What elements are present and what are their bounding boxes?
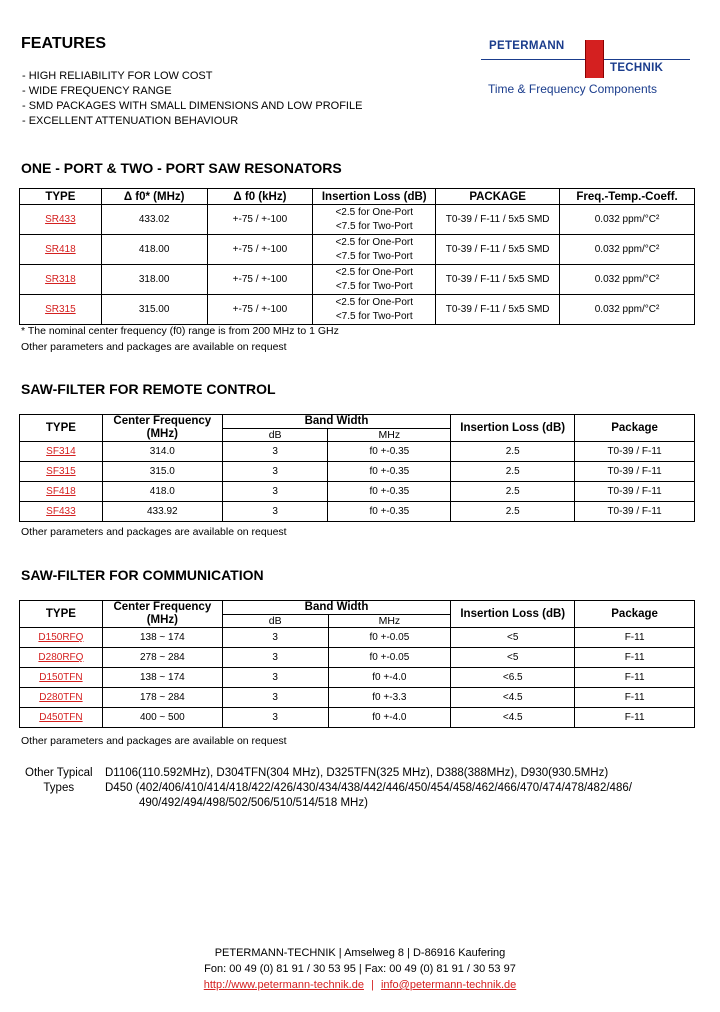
cell: 3	[222, 442, 328, 462]
resonators-footnote: * The nominal center frequency (f0) range is from 200 MHz to 1 GHz	[21, 325, 339, 337]
col-header: Package	[575, 601, 695, 628]
col-header: Center Frequency (MHz)	[102, 601, 222, 628]
cell: <5	[451, 648, 575, 668]
logo-tagline: Time & Frequency Components	[488, 82, 657, 96]
cell: T0-39 / F-11	[575, 442, 695, 462]
resonators-note: Other parameters and packages are available on request	[21, 341, 287, 353]
cell: <6.5	[451, 668, 575, 688]
remote-note: Other parameters and packages are available on request	[21, 526, 287, 538]
features-list	[22, 69, 362, 129]
feature-item: - EXCELLENT ATTENUATION BEHAVIOUR	[22, 115, 239, 127]
col-header: Insertion Loss (dB)	[451, 415, 575, 442]
product-link-d150tfn[interactable]: D150TFN	[39, 672, 83, 683]
other-types-label: Other Typical Types	[25, 767, 93, 794]
product-link-sr433[interactable]: SR433	[45, 214, 76, 225]
table-row	[20, 442, 695, 462]
cell: 278 ~ 284	[102, 648, 222, 668]
table-row	[20, 235, 695, 265]
col-header: Insertion Loss (dB)	[451, 601, 575, 628]
col-header: dB	[222, 614, 328, 628]
other-types-line: D1106(110.592MHz), D304TFN(304 MHz), D325TFN(325 MHz), D388(388MHz), D930(930.5MHz)	[105, 767, 609, 779]
cell: <2.5 for One-Port <7.5 for Two-Port	[313, 235, 436, 265]
cell: 178 ~ 284	[102, 688, 222, 708]
cell: F-11	[575, 628, 695, 648]
col-header: Freq.-Temp.-Coeff.	[560, 189, 695, 205]
table-row	[20, 205, 695, 235]
col-header: Δ f0 (kHz)	[207, 189, 313, 205]
cell: 0.032 ppm/°C²	[560, 265, 695, 295]
cell: f0 +-0.35	[328, 482, 451, 502]
cell: 0.032 ppm/°C²	[560, 205, 695, 235]
table-header-row	[20, 189, 695, 205]
cell: 3	[222, 628, 328, 648]
footer-address: PETERMANN-TECHNIK | Amselweg 8 | D-86916 Kaufering	[214, 947, 506, 959]
cell: 318.00	[101, 265, 207, 295]
table-header-row	[20, 415, 695, 429]
cell: 2.5	[451, 462, 575, 482]
product-link-d150rfq[interactable]: D150RFQ	[38, 632, 84, 643]
comm-note: Other parameters and packages are available on request	[21, 735, 287, 747]
cell: <4.5	[451, 708, 575, 728]
col-header: Band Width	[222, 601, 450, 615]
col-header: TYPE	[20, 189, 102, 205]
cell: 138 ~ 174	[102, 628, 222, 648]
product-link-sr318[interactable]: SR318	[45, 274, 76, 285]
other-types-line: 490/492/494/498/502/506/510/514/518 MHz)	[139, 797, 368, 809]
cell: T0-39 / F-11	[575, 482, 695, 502]
cell: F-11	[575, 648, 695, 668]
cell: 3	[222, 502, 328, 522]
product-link-d450tfn[interactable]: D450TFN	[39, 712, 83, 723]
product-link-d280rfq[interactable]: D280RFQ	[38, 652, 84, 663]
other-types-line: D450 (402/406/410/414/418/422/426/430/434/438/442/446/450/454/458/462/466/470/474/478/482/486/	[105, 782, 632, 794]
cell: f0 +-0.35	[328, 442, 451, 462]
cell: 0.032 ppm/°C²	[560, 235, 695, 265]
cell: 315.0	[102, 462, 222, 482]
table-row	[20, 265, 695, 295]
website-link[interactable]: http://www.petermann-technik.de	[203, 979, 364, 991]
col-header: Center Frequency (MHz)	[102, 415, 222, 442]
product-link-sr315[interactable]: SR315	[45, 304, 76, 315]
logo-text-technik: TECHNIK	[610, 62, 664, 74]
cell: F-11	[575, 668, 695, 688]
cell: F-11	[575, 708, 695, 728]
table-row	[20, 668, 695, 688]
table-row	[20, 502, 695, 522]
cell: f0 +-0.35	[328, 462, 451, 482]
cell: <2.5 for One-Port <7.5 for Two-Port	[313, 295, 436, 325]
cell: 433.92	[102, 502, 222, 522]
col-header: MHz	[328, 614, 451, 628]
cell: 3	[222, 462, 328, 482]
features-title: FEATURES	[21, 35, 107, 52]
cell: 3	[222, 482, 328, 502]
cell: 2.5	[451, 502, 575, 522]
col-header: Package	[575, 415, 695, 442]
cell: f0 +-0.35	[328, 502, 451, 522]
col-header: TYPE	[20, 415, 103, 442]
cell: 314.0	[102, 442, 222, 462]
cell: 315.00	[101, 295, 207, 325]
col-header: dB	[222, 428, 328, 442]
product-link-sf315[interactable]: SF315	[46, 466, 76, 477]
cell: 3	[222, 648, 328, 668]
footer-phone-fax: Fon: 00 49 (0) 81 91 / 30 53 95 | Fax: 00 49 (0) 81 91 / 30 53 97	[204, 963, 516, 975]
resonators-title: ONE - PORT & TWO - PORT SAW RESONATORS	[21, 160, 342, 176]
comm-table	[19, 600, 695, 728]
col-header: Insertion Loss (dB)	[313, 189, 436, 205]
col-header: Δ f0* (MHz)	[101, 189, 207, 205]
cell: 3	[222, 668, 328, 688]
table-row	[20, 688, 695, 708]
cell: F-11	[575, 688, 695, 708]
cell: f0 +-0.05	[328, 648, 451, 668]
other-types-list	[105, 766, 705, 811]
table-header-row	[20, 601, 695, 615]
cell: T0-39 / F-11 / 5x5 SMD	[436, 265, 560, 295]
cell: 3	[222, 688, 328, 708]
cell: +-75 / +-100	[207, 205, 313, 235]
cell: f0 +-4.0	[328, 708, 451, 728]
feature-item: - WIDE FREQUENCY RANGE	[22, 85, 172, 97]
company-logo	[481, 38, 690, 96]
cell: <4.5	[451, 688, 575, 708]
table-row	[20, 708, 695, 728]
table-row	[20, 462, 695, 482]
logo-red-bar	[585, 40, 604, 78]
cell: 138 ~ 174	[102, 668, 222, 688]
cell: T0-39 / F-11	[575, 462, 695, 482]
col-header: Band Width	[222, 415, 450, 429]
cell: f0 +-0.05	[328, 628, 451, 648]
cell: +-75 / +-100	[207, 295, 313, 325]
email-link[interactable]: info@petermann-technik.de	[380, 979, 517, 991]
cell: 433.02	[101, 205, 207, 235]
col-header: MHz	[328, 428, 451, 442]
cell: <2.5 for One-Port <7.5 for Two-Port	[313, 205, 436, 235]
product-link-sf418[interactable]: SF418	[46, 486, 76, 497]
product-link-sr418[interactable]: SR418	[45, 244, 76, 255]
remote-table	[19, 414, 695, 522]
col-header: TYPE	[20, 601, 103, 628]
cell: 2.5	[451, 442, 575, 462]
cell: T0-39 / F-11 / 5x5 SMD	[436, 295, 560, 325]
cell: T0-39 / F-11 / 5x5 SMD	[436, 205, 560, 235]
feature-item: - SMD PACKAGES WITH SMALL DIMENSIONS AND LOW PROFILE	[22, 100, 363, 112]
cell: 418.00	[101, 235, 207, 265]
cell: f0 +-4.0	[328, 668, 451, 688]
remote-title: SAW-FILTER FOR REMOTE CONTROL	[21, 381, 276, 397]
product-link-sf314[interactable]: SF314	[46, 446, 76, 457]
table-row	[20, 482, 695, 502]
table-row	[20, 295, 695, 325]
col-header: PACKAGE	[436, 189, 560, 205]
cell: +-75 / +-100	[207, 265, 313, 295]
comm-title: SAW-FILTER FOR COMMUNICATION	[21, 567, 264, 583]
logo-text-petermann: PETERMANN	[489, 40, 565, 52]
cell: <2.5 for One-Port <7.5 for Two-Port	[313, 265, 436, 295]
cell: 418.0	[102, 482, 222, 502]
cell: 0.032 ppm/°C²	[560, 295, 695, 325]
cell: T0-39 / F-11	[575, 502, 695, 522]
cell: 3	[222, 708, 328, 728]
resonators-table	[19, 188, 695, 325]
footer	[0, 945, 720, 993]
cell: <5	[451, 628, 575, 648]
feature-item: - HIGH RELIABILITY FOR LOW COST	[22, 70, 213, 82]
table-row	[20, 628, 695, 648]
cell: 400 ~ 500	[102, 708, 222, 728]
table-row	[20, 648, 695, 668]
product-link-d280tfn[interactable]: D280TFN	[39, 692, 83, 703]
cell: T0-39 / F-11 / 5x5 SMD	[436, 235, 560, 265]
cell: f0 +-3.3	[328, 688, 451, 708]
footer-separator: |	[371, 979, 374, 991]
product-link-sf433[interactable]: SF433	[46, 506, 76, 517]
footer-links	[0, 977, 720, 993]
cell: +-75 / +-100	[207, 235, 313, 265]
cell: 2.5	[451, 482, 575, 502]
